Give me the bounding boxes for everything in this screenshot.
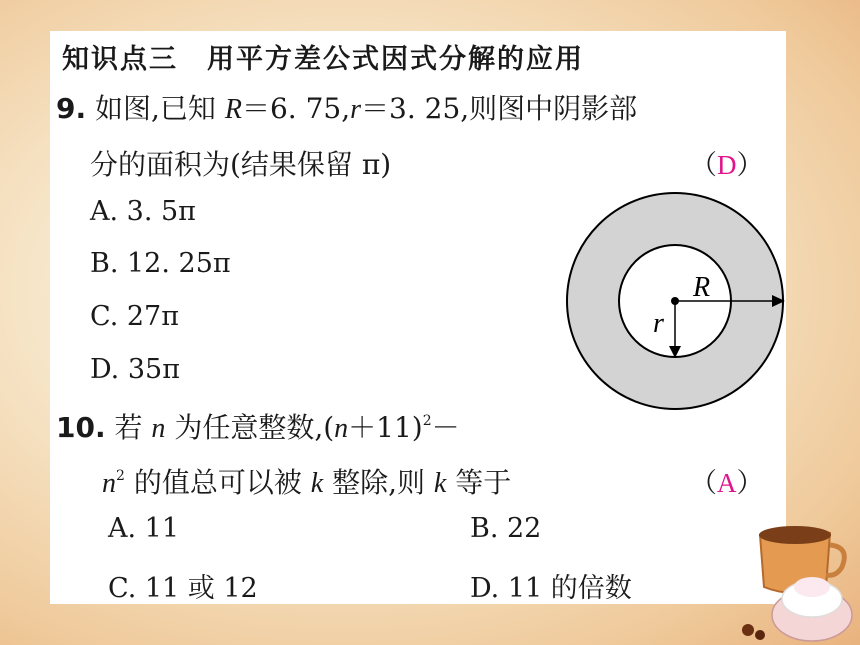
q9-text-c: ＝3. 25,则图中阴影部: [361, 92, 638, 125]
annulus-figure: [565, 190, 787, 412]
q9-answer-bracket: [690, 143, 764, 182]
q9-line1: [56, 87, 637, 127]
q9-option-a: A. 3. 5π: [90, 196, 196, 227]
q9-option-c: C. 27π: [90, 301, 179, 332]
q9-text-a: 如图,已知: [95, 92, 225, 125]
q9-answer-close: ）: [736, 150, 764, 181]
q10-var-n2: n: [334, 413, 349, 444]
q9-answer-open: （: [690, 150, 717, 181]
coffee-surface-shape: [759, 526, 831, 544]
q9-option-b: B. 12. 25π: [90, 248, 231, 279]
q10-text-d: －: [431, 411, 460, 444]
q9-option-d: D. 35π: [90, 354, 180, 385]
q10-text-b: 为任意整数,(: [165, 411, 335, 444]
q10-option-c: C. 11 或 12: [108, 573, 258, 604]
coffee-bean-shape: [742, 624, 754, 636]
q9-answer: D: [717, 150, 737, 180]
q10-line2: [102, 461, 511, 501]
q10-text-g: 等于: [446, 466, 512, 499]
q10-number: 10.: [56, 411, 106, 444]
q10-option-d: D. 11 的倍数: [470, 573, 632, 604]
q10-var-k: k: [310, 468, 324, 499]
q10-answer-open: （: [690, 468, 717, 499]
q10-var-n: n: [151, 413, 166, 444]
q10-answer-close: ）: [736, 468, 764, 499]
label-R: R: [693, 272, 711, 303]
q10-line1: [56, 406, 460, 446]
cream-top-shape: [794, 577, 830, 597]
q10-text-f: 整除,则: [323, 466, 434, 499]
q9-number: 9.: [56, 92, 87, 125]
section-title: 知识点三 用平方差公式因式分解的应用: [62, 44, 584, 75]
q10-answer: A: [717, 468, 737, 498]
q10-var-k2: k: [433, 468, 447, 499]
q10-exponent-2: 2: [116, 468, 125, 484]
q10-exponent-1: 2: [422, 413, 432, 429]
q10-text-c: ＋11): [348, 411, 423, 444]
coffee-bean-shape-2: [755, 630, 765, 640]
q9-line2: 分的面积为(结果保留 π): [90, 148, 392, 181]
q10-text-e: 的值总可以被: [124, 466, 311, 499]
q9-var-r: r: [350, 94, 362, 125]
label-r: r: [653, 308, 664, 339]
q10-text-a: 若: [114, 411, 152, 444]
q9-var-R: R: [224, 94, 242, 125]
q9-text-b: ＝6. 75,: [241, 92, 351, 125]
q10-option-a: A. 11: [108, 513, 180, 544]
dessert-decoration-icon: [730, 495, 860, 645]
q10-option-b: B. 22: [470, 513, 542, 544]
q10-var-n3: n: [102, 468, 116, 499]
